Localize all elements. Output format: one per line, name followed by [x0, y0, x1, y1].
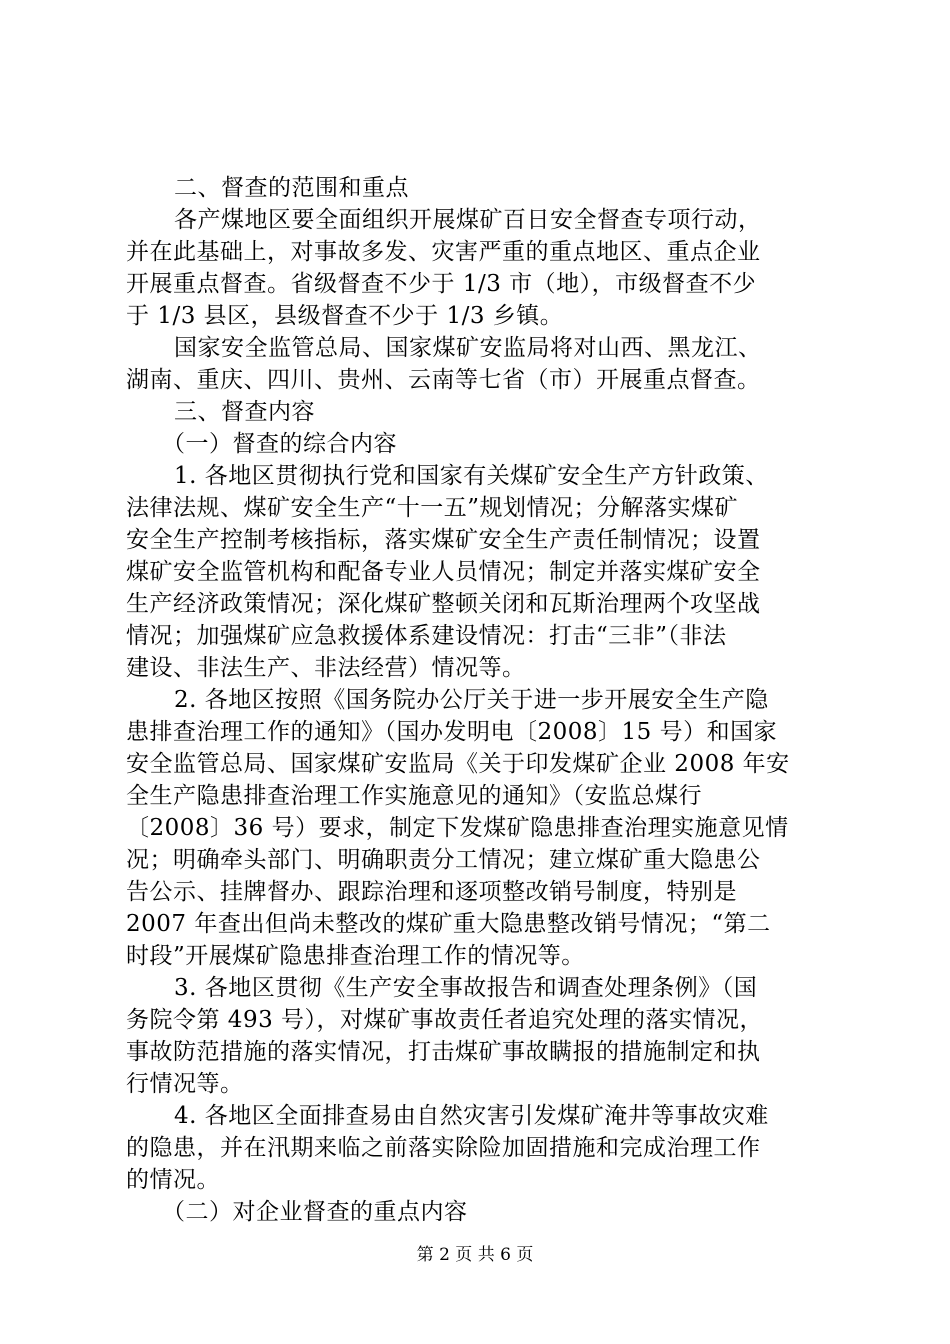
text-line: （一）督查的综合内容 [162, 431, 397, 457]
text-line: 3. 各地区贯彻《生产安全事故报告和调查处理条例》（国 [174, 975, 758, 1001]
text-line: 情况；加强煤矿应急救援体系建设情况：打击“三非”（非法 [126, 623, 727, 649]
text-line: 事故防范措施的落实情况，打击煤矿事故瞒报的措施制定和执 [126, 1039, 761, 1065]
text-line: 2. 各地区按照《国务院办公厅关于进一步开展安全生产隐 [174, 687, 769, 713]
page-footer: 第 2 页 共 6 页 [416, 1245, 534, 1265]
text-line: 安全生产控制考核指标，落实煤矿安全生产责任制情况；设置 [126, 527, 761, 553]
text-line: 法律法规、煤矿安全生产“十一五”规划情况；分解落实煤矿 [126, 495, 739, 521]
text-line: 三、督查内容 [174, 399, 315, 425]
text-line: 于 1/3 县区，县级督查不少于 1/3 乡镇。 [126, 303, 564, 329]
document-body [126, 172, 832, 1228]
text-line: 的情况。 [126, 1167, 220, 1193]
text-line: 时段”开展煤矿隐患排查治理工作的情况等。 [126, 943, 585, 969]
text-line: 的隐患，并在汛期来临之前落实除险加固措施和完成治理工作 [126, 1135, 761, 1161]
text-line: 告公示、挂牌督办、跟踪治理和逐项整改销号制度，特别是 [126, 879, 737, 905]
text-line: 建设、非法生产、非法经营）情况等。 [126, 655, 526, 681]
text-line: 并在此基础上，对事故多发、灾害严重的重点地区、重点企业 [126, 239, 761, 265]
text-line: 行情况等。 [126, 1071, 244, 1097]
text-line: 煤矿安全监管机构和配备专业人员情况；制定并落实煤矿安全 [126, 559, 761, 585]
text-line: 二、督查的范围和重点 [174, 175, 409, 201]
text-line: 各产煤地区要全面组织开展煤矿百日安全督查专项行动， [174, 207, 762, 233]
text-line: 务院令第 493 号），对煤矿事故责任者追究处理的落实情况， [126, 1007, 764, 1033]
text-line: 安全监管总局、国家煤矿安监局《关于印发煤矿企业 2008 年安 [126, 751, 790, 777]
text-line: 湖南、重庆、四川、贵州、云南等七省（市）开展重点督查。 [126, 367, 761, 393]
text-line: 生产经济政策情况；深化煤矿整顿关闭和瓦斯治理两个攻坚战 [126, 591, 761, 617]
text-line: 况；明确牵头部门、明确职责分工情况；建立煤矿重大隐患公 [126, 847, 761, 873]
text-line: 〔2008〕36 号）要求，制定下发煤矿隐患排查治理实施意见情 [126, 815, 789, 841]
text-line: 开展重点督查。省级督查不少于 1/3 市（地），市级督查不少 [126, 271, 757, 297]
text-line: 患排查治理工作的通知》（国办发明电〔2008〕15 号）和国家 [126, 719, 778, 745]
text-line: 全生产隐患排查治理工作实施意见的通知》（安监总煤行 [126, 783, 702, 809]
text-line: （二）对企业督查的重点内容 [162, 1199, 468, 1225]
text-line: 2007 年查出但尚未整改的煤矿重大隐患整改销号情况；“第二 [126, 911, 771, 937]
text-line: 国家安全监管总局、国家煤矿安监局将对山西、黑龙江、 [174, 335, 762, 361]
text-line: 4. 各地区全面排查易由自然灾害引发煤矿淹井等事故灾难 [174, 1103, 769, 1129]
text-line: 1. 各地区贯彻执行党和国家有关煤矿安全生产方针政策、 [174, 463, 769, 489]
